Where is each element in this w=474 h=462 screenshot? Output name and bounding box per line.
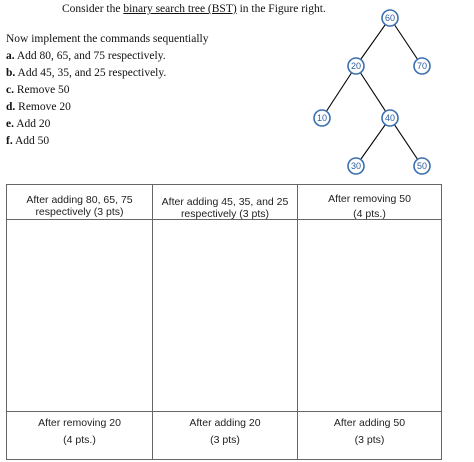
tree-node bbox=[382, 110, 398, 126]
instructions-heading: Now implement the commands sequentially bbox=[6, 33, 209, 45]
header-after-adding-20: After adding 20 (3 pts) bbox=[189, 417, 261, 446]
command-b: b. Add 45, 35, and 25 respectively. bbox=[6, 67, 167, 79]
command-d: d. Remove 20 bbox=[6, 101, 71, 113]
command-a: a. Add 80, 65, and 75 respectively. bbox=[6, 50, 166, 62]
svg-text:30: 30 bbox=[350, 161, 362, 171]
tree-node bbox=[314, 110, 330, 126]
tree-node bbox=[414, 158, 430, 174]
svg-text:40: 40 bbox=[384, 113, 396, 123]
svg-text:50: 50 bbox=[416, 161, 428, 171]
tree-node bbox=[348, 58, 364, 74]
tree-node bbox=[414, 58, 430, 74]
command-c: c. Remove 50 bbox=[6, 84, 70, 96]
edge-60-20 bbox=[356, 18, 390, 66]
edge-20-10 bbox=[322, 66, 356, 118]
edge-20-40 bbox=[356, 66, 390, 118]
svg-text:10: 10 bbox=[316, 113, 328, 123]
tree-node bbox=[382, 10, 398, 26]
svg-text:60: 60 bbox=[384, 13, 396, 23]
tree-node bbox=[348, 158, 364, 174]
bst-figure bbox=[0, 0, 474, 190]
edge-40-30 bbox=[356, 118, 390, 166]
svg-text:20: 20 bbox=[350, 61, 362, 71]
command-e: e. Add 20 bbox=[6, 118, 51, 130]
command-f: f. Add 50 bbox=[6, 135, 50, 147]
bst-term: binary search tree (BST) bbox=[123, 3, 237, 15]
header-after-adding-45-35-25: After adding 45, 35, and 25 respectively (3 pts) bbox=[161, 196, 289, 220]
intro-text: Consider the binary search tree (BST) in the Figure right. bbox=[62, 3, 326, 15]
header-after-adding-50: After adding 50 (3 pts) bbox=[333, 417, 406, 446]
header-after-removing-50: After removing 50 (4 pts.) bbox=[328, 193, 411, 220]
header-after-removing-20: After removing 20 (4 pts.) bbox=[38, 417, 121, 446]
row-divider bbox=[7, 411, 441, 412]
answer-grid bbox=[6, 184, 442, 460]
svg-text:70: 70 bbox=[416, 61, 428, 71]
header-after-adding-80-65-75: After adding 80, 65, 75 respectively (3 pts) bbox=[26, 194, 133, 218]
